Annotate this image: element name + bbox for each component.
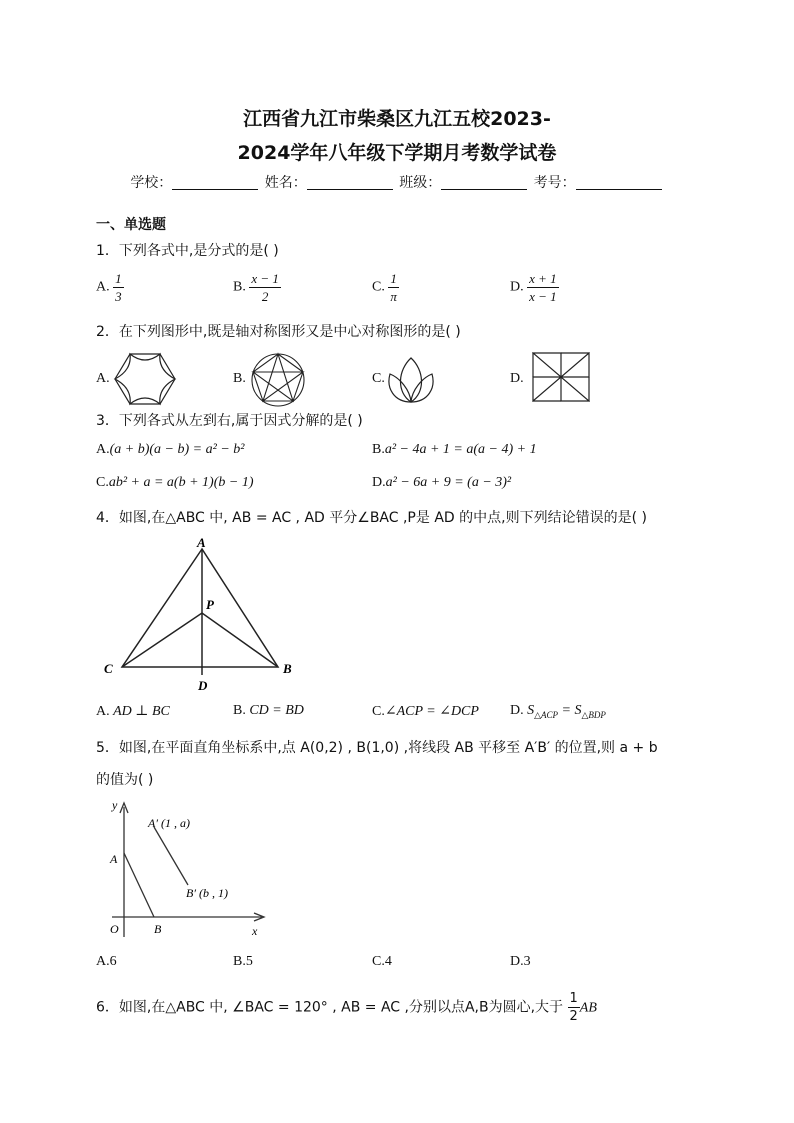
option-label: D. bbox=[510, 703, 524, 718]
fraction-half bbox=[568, 990, 580, 1025]
question-3-stem: 3．下列各式从左到右,属于因式分解的是( ) bbox=[96, 413, 363, 429]
axis-y-label: y bbox=[112, 798, 118, 812]
pentagram-figure bbox=[249, 350, 307, 408]
option-text: ∠ACP = ∠DCP bbox=[384, 704, 479, 719]
label-c: C bbox=[104, 661, 113, 676]
section-heading: 一、单选题 bbox=[96, 217, 166, 233]
denominator: x − 1 bbox=[529, 289, 557, 304]
option-label: C. bbox=[372, 704, 385, 719]
doc-title-line1: 江西省九江市柴桑区九江五校2023- bbox=[243, 108, 551, 130]
option-text: ab² + a = a(b + 1)(b − 1) bbox=[108, 475, 254, 490]
subscript: △BDP bbox=[581, 709, 606, 720]
point-a-label: A bbox=[110, 852, 118, 866]
q3-option-b[interactable] bbox=[372, 442, 537, 458]
q2-option-d-label[interactable]: D. bbox=[510, 371, 524, 386]
question-5-stem-cont: 的值为( ) bbox=[96, 772, 154, 788]
point-b-prime-label: B′ (b , 1) bbox=[186, 886, 228, 900]
q1-option-d[interactable] bbox=[510, 270, 559, 305]
number-blank[interactable] bbox=[576, 175, 662, 190]
q1-option-c[interactable] bbox=[372, 270, 399, 305]
option-label: B. bbox=[233, 279, 246, 295]
subscript: △ACP bbox=[534, 709, 559, 720]
point-a-prime-label: A′ (1 , a) bbox=[148, 816, 190, 830]
stem-tail: AB bbox=[579, 1000, 597, 1016]
q4-option-a[interactable] bbox=[96, 703, 170, 720]
doc-title-line2: 2024学年八年级下学期月考数学试卷 bbox=[237, 142, 557, 164]
option-label: C. bbox=[372, 279, 385, 295]
option-text: CD = BD bbox=[249, 703, 304, 718]
q4-option-c[interactable] bbox=[372, 703, 479, 720]
lotus-figure bbox=[384, 352, 438, 406]
q2-option-a-label[interactable]: A. bbox=[96, 371, 110, 386]
name-blank[interactable] bbox=[307, 175, 393, 190]
numerator: x + 1 bbox=[529, 271, 557, 286]
q4-option-b[interactable] bbox=[233, 703, 304, 719]
option-label: B. bbox=[372, 442, 385, 457]
class-blank[interactable] bbox=[441, 175, 527, 190]
option-label: A. bbox=[96, 704, 110, 719]
pinwheel-figure bbox=[532, 352, 590, 402]
numerator: 1 bbox=[390, 271, 397, 286]
question-5-stem: 5．如图,在平面直角坐标系中,点 A(0,2) , B(1,0) ,将线段 AB 平移至 A′B′ 的位置,则 a + b bbox=[96, 740, 658, 756]
stem-text: 6．如图,在△ABC 中, ∠BAC = 120° , AB = AC ,分别以点A,B为圆心,大于 bbox=[96, 999, 564, 1016]
question-4-stem: 4．如图,在△ABC 中, AB = AC , AD 平分∠BAC ,P是 AD 的中点,则下列结论错误的是( ) bbox=[96, 510, 647, 526]
school-label: 学校： bbox=[130, 175, 173, 191]
fraction bbox=[527, 270, 559, 305]
option-text: (a + b)(a − b) = a² − b² bbox=[109, 442, 245, 457]
question-6-stem bbox=[96, 990, 597, 1025]
option-text: = S bbox=[558, 703, 582, 718]
q3-option-c[interactable] bbox=[96, 475, 253, 491]
q2-option-b-label[interactable]: B. bbox=[233, 371, 246, 386]
numerator: 1 bbox=[569, 991, 578, 1006]
q2-option-c-label[interactable]: C. bbox=[372, 371, 385, 386]
school-blank[interactable] bbox=[172, 175, 258, 190]
name-label: 姓名： bbox=[264, 175, 307, 191]
number-label: 考号： bbox=[533, 175, 576, 191]
label-p: P bbox=[206, 597, 214, 612]
denominator: 2 bbox=[261, 289, 269, 304]
q3-option-a[interactable] bbox=[96, 442, 244, 458]
q5-option-c[interactable]: C.4 bbox=[372, 954, 392, 969]
numerator: 1 bbox=[115, 271, 122, 286]
option-label: B. bbox=[233, 703, 246, 718]
origin-label: O bbox=[110, 922, 119, 936]
fraction bbox=[388, 270, 399, 305]
option-label: D. bbox=[372, 475, 386, 490]
denominator: 2 bbox=[569, 1009, 578, 1024]
q5-option-a[interactable]: A.6 bbox=[96, 954, 117, 969]
numerator: x − 1 bbox=[251, 271, 279, 286]
q4-option-d[interactable] bbox=[510, 703, 606, 721]
question-2-stem: 2．在下列图形中,既是轴对称图形又是中心对称图形的是( ) bbox=[96, 324, 461, 340]
q3-option-d[interactable] bbox=[372, 475, 511, 491]
label-b: B bbox=[283, 661, 292, 676]
point-b-label: B bbox=[154, 922, 162, 936]
label-a: A bbox=[197, 535, 206, 550]
fraction bbox=[249, 270, 281, 305]
hexagon-arc-figure bbox=[112, 350, 178, 408]
q5-option-d[interactable]: D.3 bbox=[510, 954, 531, 969]
option-label: A. bbox=[96, 442, 110, 457]
option-text: a² − 6a + 9 = (a − 3)² bbox=[385, 475, 512, 490]
student-info-row bbox=[0, 172, 794, 192]
coordinate-figure bbox=[102, 797, 272, 943]
denominator: π bbox=[390, 289, 397, 304]
class-label: 班级： bbox=[399, 175, 442, 191]
question-1-stem: 1．下列各式中,是分式的是( ) bbox=[96, 243, 279, 259]
option-label: D. bbox=[510, 279, 524, 295]
axis-x-label: x bbox=[252, 924, 258, 938]
option-text: S bbox=[527, 703, 535, 718]
option-label: A. bbox=[96, 279, 110, 295]
option-text: a² − 4a + 1 = a(a − 4) + 1 bbox=[384, 442, 537, 457]
triangle-figure bbox=[98, 535, 308, 695]
fraction bbox=[113, 270, 124, 305]
denominator: 3 bbox=[115, 289, 122, 304]
q5-option-b[interactable]: B.5 bbox=[233, 954, 253, 969]
q1-option-a[interactable] bbox=[96, 270, 124, 305]
q1-option-b[interactable] bbox=[233, 270, 281, 305]
label-d: D bbox=[198, 678, 208, 693]
option-label: C. bbox=[96, 475, 109, 490]
option-text: AD ⊥ BC bbox=[113, 704, 170, 719]
